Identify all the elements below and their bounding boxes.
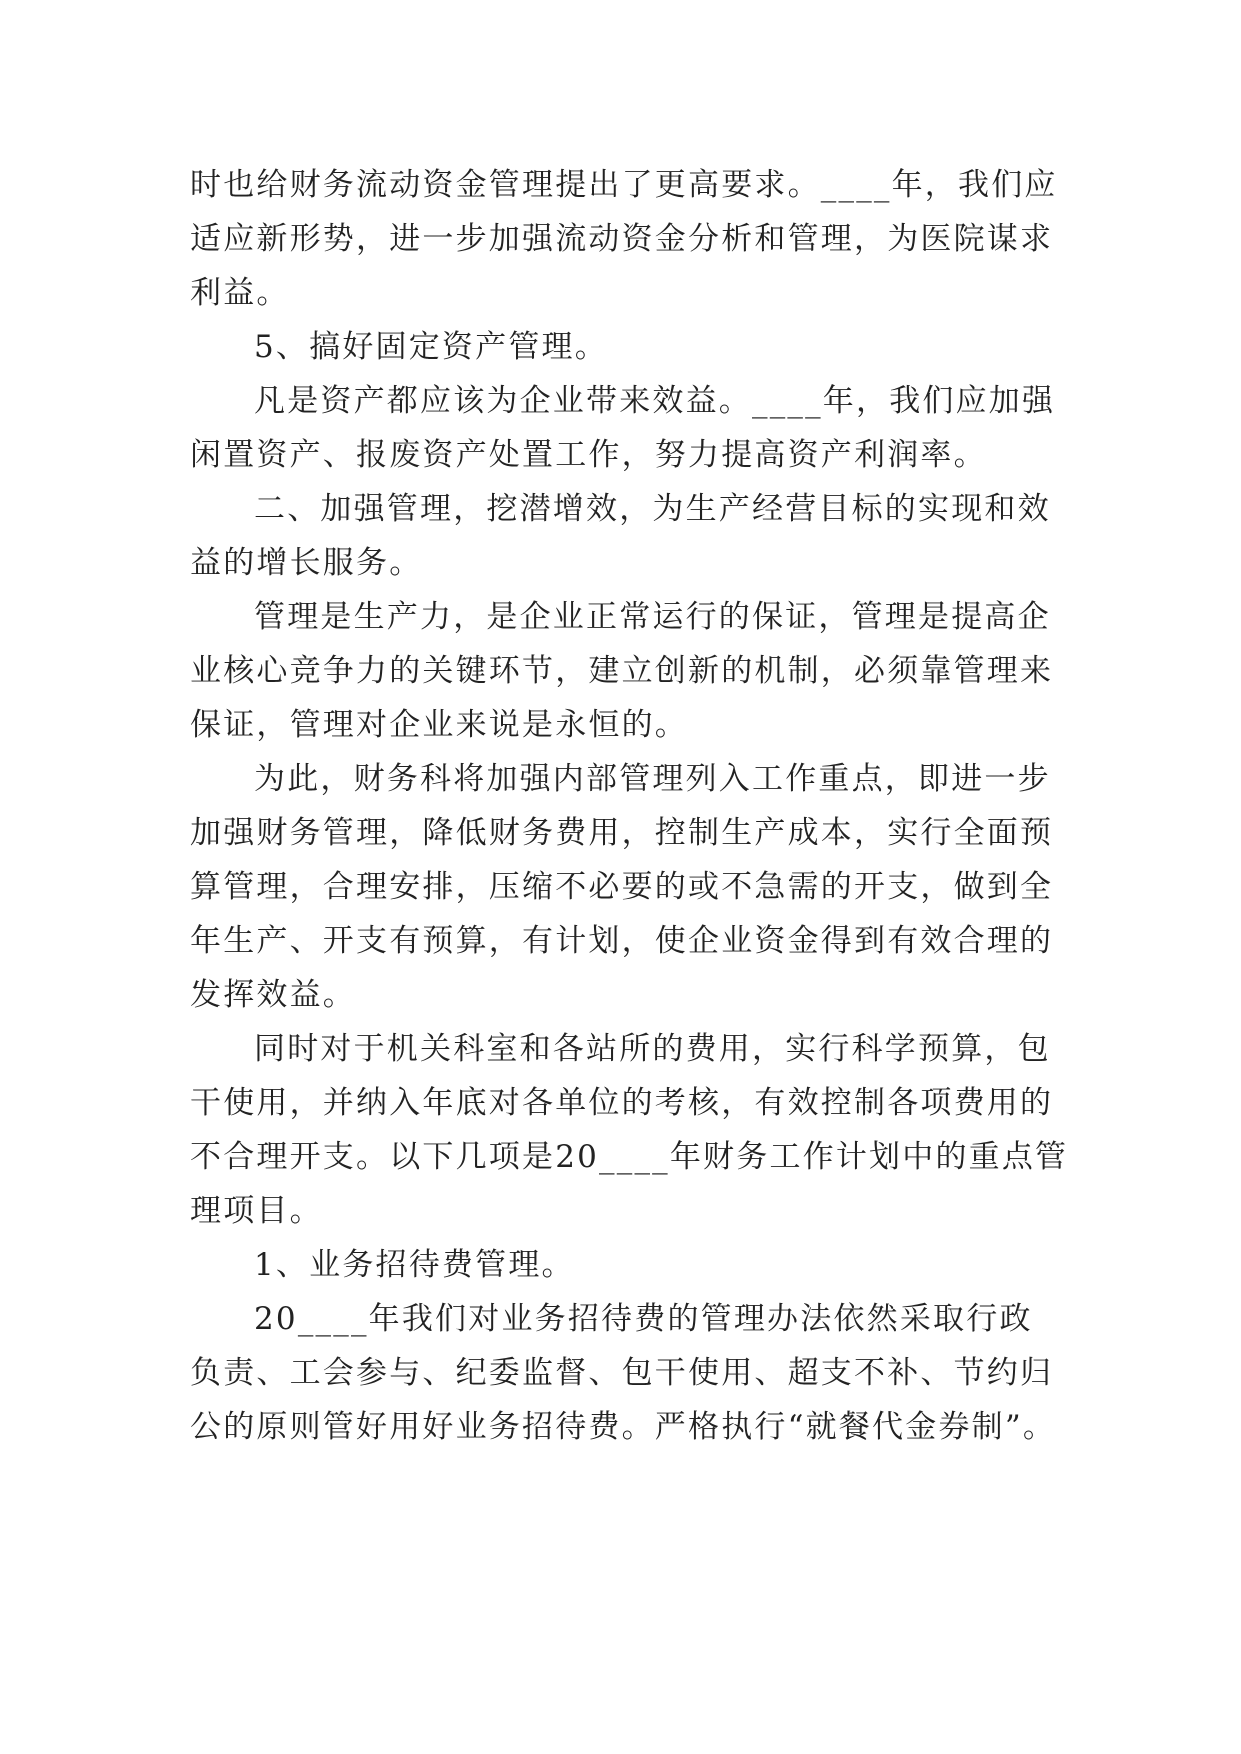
text-line: 算管理，合理安排，压缩不必要的或不急需的开支，做到全 <box>190 869 1054 905</box>
section-heading: 二、加强管理，挖潜增效，为生产经营目标的实现和效 <box>254 491 1051 527</box>
text-line: 管理是生产力，是企业正常运行的保证，管理是提高企 <box>254 599 1051 635</box>
text-line: 20____年我们对业务招待费的管理办法依然采取行政 <box>254 1301 1033 1337</box>
text-line: 凡是资产都应该为企业带来效益。____年，我们应加强 <box>254 383 1056 419</box>
text-line: 保证，管理对企业来说是永恒的。 <box>190 707 688 743</box>
body-text <box>190 158 1070 1454</box>
text-line: 负责、工会参与、纪委监督、包干使用、超支不补、节约归 <box>190 1355 1054 1391</box>
section-heading: 5、搞好固定资产管理。 <box>254 329 608 365</box>
text-line: 同时对于机关科室和各站所的费用，实行科学预算，包 <box>254 1031 1051 1067</box>
text-line: 适应新形势，进一步加强流动资金分析和管理，为医院谋求 <box>190 221 1054 257</box>
text-line: 时也给财务流动资金管理提出了更高要求。____年，我们应 <box>190 167 1058 203</box>
text-line: 闲置资产、报废资产处置工作，努力提高资产利润率。 <box>190 437 987 473</box>
text-line: 加强财务管理，降低财务费用，控制生产成本，实行全面预 <box>190 815 1054 851</box>
text-line: 为此，财务科将加强内部管理列入工作重点，即进一步 <box>254 761 1051 797</box>
text-line: 益的增长服务。 <box>190 545 423 581</box>
text-line: 利益。 <box>190 275 290 311</box>
text-line: 公的原则管好用好业务招待费。严格执行“就餐代金券制”。 <box>190 1409 1057 1445</box>
text-line: 年生产、开支有预算，有计划，使企业资金得到有效合理的 <box>190 923 1054 959</box>
text-line: 干使用，并纳入年底对各单位的考核，有效控制各项费用的 <box>190 1085 1054 1121</box>
text-line: 业核心竞争力的关键环节，建立创新的机制，必须靠管理来 <box>190 653 1054 689</box>
text-line: 理项目。 <box>190 1193 323 1229</box>
text-line: 不合理开支。以下几项是20____年财务工作计划中的重点管 <box>190 1139 1069 1175</box>
text-line: 发挥效益。 <box>190 977 356 1013</box>
section-heading: 1、业务招待费管理。 <box>254 1247 575 1283</box>
